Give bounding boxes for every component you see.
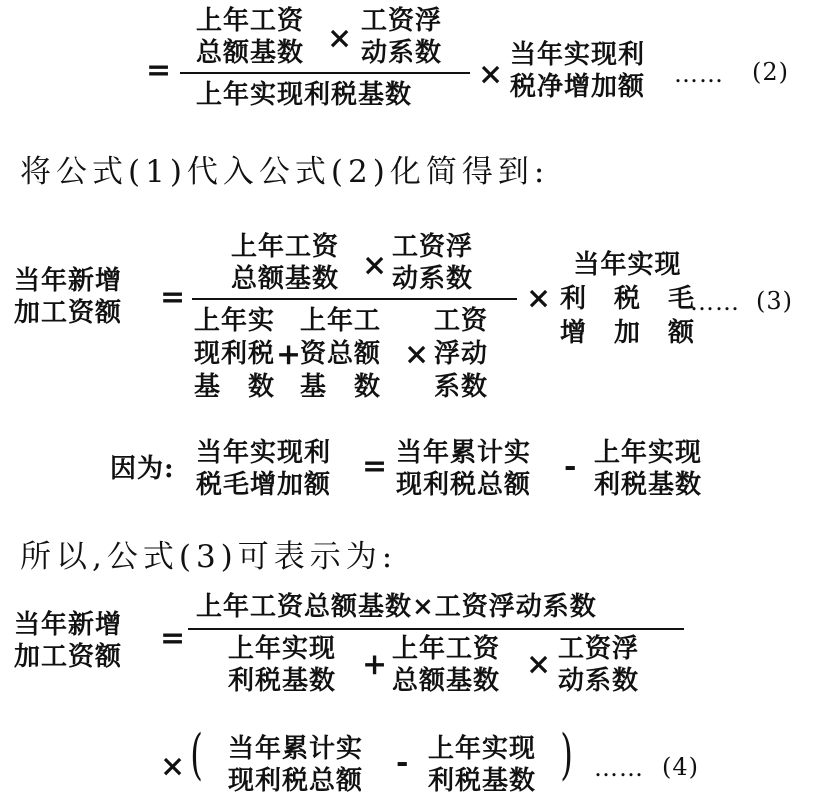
fraction-bar — [188, 628, 684, 630]
text-line: 上年工资 — [392, 634, 501, 664]
text-line: 工资浮 — [392, 232, 474, 262]
text-line: 上年工 — [300, 306, 382, 336]
text-line: 当年新增 — [14, 266, 123, 296]
lhs-term — [14, 612, 122, 670]
equals-sign: = — [160, 621, 186, 656]
times-sign: × — [526, 281, 552, 316]
numerator-term-a — [231, 234, 339, 292]
text-line: 动系数 — [392, 264, 474, 294]
fraction-bar — [180, 72, 470, 74]
text-line: 上年工资 — [196, 6, 305, 36]
equation-number: (4) — [662, 753, 699, 781]
text-line: 总额基数 — [392, 666, 501, 696]
text-line: 动系数 — [361, 38, 443, 68]
equals-sign: = — [146, 53, 172, 88]
text-line: 利 税 毛 — [560, 284, 696, 314]
times-sign: × — [327, 21, 353, 56]
numerator-term-b — [361, 8, 442, 66]
times-sign: × — [526, 647, 552, 682]
right-term — [510, 42, 645, 100]
text-line: 当年实现 — [573, 250, 682, 280]
numerator: 上年工资总额基数×工资浮动系数 — [196, 592, 597, 622]
text-line: 现利税总额 — [396, 470, 532, 500]
minus-sign: - — [396, 745, 409, 780]
text-line: 利税基数 — [594, 470, 703, 500]
sentence-substitute: 将公式(1)代入公式(2)化简得到: — [20, 154, 550, 190]
text-line: 资总额 — [300, 339, 382, 369]
equation-number: (3) — [756, 287, 793, 315]
minus-sign: - — [564, 449, 577, 484]
cumulative-total-term — [396, 440, 531, 498]
times-sign: × — [160, 749, 186, 784]
denominator-term-a — [228, 636, 336, 694]
text-line: 增 加 额 — [560, 318, 696, 348]
text-line: 利税基数 — [228, 666, 337, 696]
text-line: 当年实现利 — [510, 40, 646, 70]
ellipsis: …… — [674, 60, 724, 88]
inner-term-b — [428, 736, 536, 794]
text-line: 浮动 — [434, 339, 489, 369]
denominator-col-2 — [300, 308, 381, 400]
denominator-col-1 — [194, 308, 275, 400]
equals-sign: = — [362, 449, 388, 484]
text-line: 当年新增 — [14, 610, 123, 640]
because-label: 因为: — [110, 454, 175, 484]
times-sign: × — [478, 57, 504, 92]
numerator-term-a — [196, 8, 304, 66]
denominator-term-b — [392, 636, 500, 694]
text-line: 加工资额 — [14, 298, 123, 328]
text-line: 总额基数 — [196, 38, 305, 68]
ellipsis: …… — [594, 754, 644, 782]
text-line: 当年累计实 — [228, 734, 364, 764]
close-paren: ) — [560, 723, 573, 786]
ellipsis: …… — [690, 288, 740, 316]
text-line: 系数 — [434, 372, 489, 402]
plus-sign: + — [362, 647, 388, 682]
plus-sign: + — [276, 337, 302, 372]
gross-increase-term — [196, 440, 331, 498]
text-line: 当年实现利 — [196, 438, 332, 468]
text-line: 现利税 — [194, 339, 276, 369]
base-term — [594, 440, 702, 498]
text-line: 工资浮 — [558, 634, 640, 664]
text-line: 税毛增加额 — [196, 470, 332, 500]
sentence-therefore: 所以,公式(3)可表示为: — [20, 539, 398, 575]
text-line: 基 数 — [194, 372, 276, 402]
text-line: 利税基数 — [428, 766, 537, 796]
equation-number: (2) — [752, 58, 789, 86]
denominator: 上年实现利税基数 — [196, 80, 413, 110]
denominator-term-c — [558, 636, 639, 694]
right-term — [560, 252, 695, 346]
text-line: 上年实 — [194, 306, 276, 336]
fraction-bar — [192, 298, 517, 300]
text-line: 上年实现 — [228, 634, 337, 664]
times-sign: × — [404, 337, 430, 372]
text-line: 工资 — [434, 306, 489, 336]
text-line: 上年工资 — [231, 232, 340, 262]
text-line: 现利税总额 — [228, 766, 364, 796]
numerator-term-b — [392, 234, 473, 292]
text-line: 当年累计实 — [396, 438, 532, 468]
text-line: 工资浮 — [361, 6, 443, 36]
text-line: 总额基数 — [231, 264, 340, 294]
denominator-col-3 — [434, 308, 488, 400]
text-line: 税净增加额 — [510, 72, 646, 102]
lhs-term — [14, 268, 122, 326]
text-line: 上年实现 — [594, 438, 703, 468]
times-sign: × — [362, 248, 388, 283]
text-line: 上年实现 — [428, 734, 537, 764]
text-line: 动系数 — [558, 666, 640, 696]
text-line: 基 数 — [300, 372, 382, 402]
inner-term-a — [228, 736, 363, 794]
text-line: 加工资额 — [14, 642, 123, 672]
open-paren: ( — [190, 723, 203, 786]
equals-sign: = — [160, 280, 186, 315]
